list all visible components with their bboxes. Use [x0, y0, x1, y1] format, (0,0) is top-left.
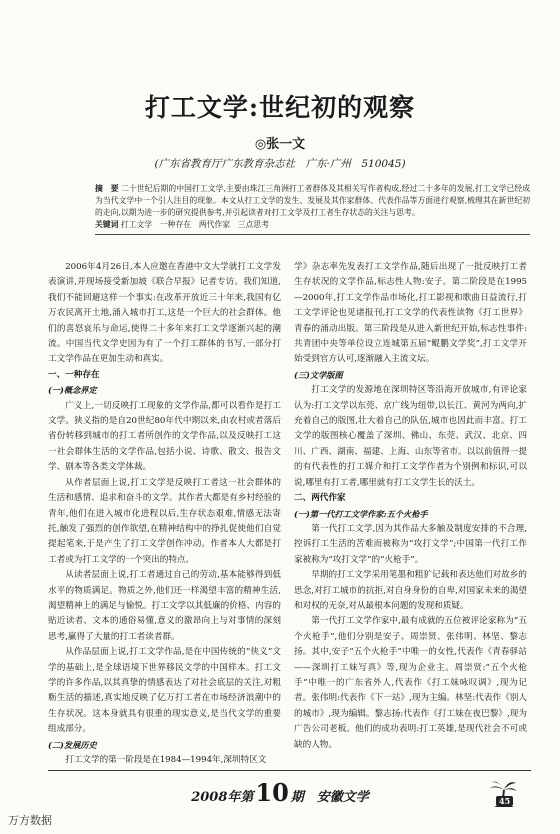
body-paragraph: 从作品层面上说,打工文学作品,是在中国传统的“侠义”文学的基础上,是全球语境下世界移民文学的中国样本。打工文学的许多作品,以其真挚的情感表达了对社会底层的关注,对粗粝生活的描述,真实地反映了亿万打工者在市场经济浪潮中的生存状况。这本身就具有很重的现实意义,是当代文学的重要组成部分。	[48, 647, 281, 735]
abstract-label: 摘 要	[95, 184, 119, 193]
body-paragraph: 学》杂志率先发表打工文学作品,随后出现了一批反映打工者生存状况的文学作品,标志性人物:安子。第二阶段是在1995—2000年,打工文学作品市场化,打工影视和歌曲日益流行,打工文学评论也见诸报刊,打工文学的代表性读物《打工世界》青春的涌动出版。第三阶段是从进入新世纪开始,标志性事件:共青团中央等单位设立连城第五届“鲲鹏文学奖”,打工文学开始受到官方认可,逐渐融入主流文坛。	[294, 262, 527, 365]
footer-issue-number: 10	[255, 778, 289, 807]
page-number-emblem	[486, 780, 520, 808]
keywords-label: 关键词	[95, 220, 119, 229]
body-paragraph: 从读者层面上说,打工者通过自己的劳动,基本能够得到低水平的物质满足。物质之外,他们还一样渴望丰富的精神生活,渴望精神上的满足与愉悦。打工文学以其低廉的价格、内容的贴近读者、文本的通俗易懂,意义的激昂向上与对事情的深刻思考,赢得了大量的打工者读者群。	[48, 570, 281, 642]
body-paragraph: 早期的打工文学采用笔墨和粗犷记载和表达他们对故乡的思念,对打工城市的抗拒,对自身身份的自卑,对国家未来的渴望和对权的无奈,对从最根本问题的发现和质疑。	[294, 570, 527, 611]
abstract-text: 二十世纪后期的中国打工文学,主要由珠江三角洲打工者群体及其相关写作者构成,经过二十多年的发展,打工文学已经成为当代文学中一个引人注目的现象。本文从打工文学的发生、发展及其作家群体、代表作品等方面进行观察,梳理其在新世纪初的走向,以期为进一步的研究提供参考,并引起读者对打工文学及打工者生存状态的关注与思考。	[95, 184, 531, 217]
article-title: 打工文学:世纪初的观察	[144, 93, 416, 122]
footer-year: 2008年第	[191, 790, 254, 805]
body-paragraph: 第一代打工文学,因为其作品大多触及制度安排的不合理,控诉打工生活的苦难而被称为“攻打文学”;中国第一代打工作家被称为“攻打文学”的“火枪手”。	[294, 523, 527, 565]
subsection-heading: (三)文学版图	[294, 369, 343, 380]
footer-rule	[48, 770, 531, 771]
abstract-block	[95, 183, 530, 235]
journal-footer	[0, 778, 560, 807]
body-paragraph: 打工文学的发源地在深圳特区等沿海开放城市,有评论家认为:打工文学以东莞、京广线为纽带,以长江、黄河为两向,扩充着自己的版图,壮大着自己的队伍,城市也因此而丰富。打工文学的版图核心覆盖了深圳、佛山、东莞、武汉、北京、四川、广西、湖南、福建、上海、山东等省市。以以前值得一提的有代表性的打工媒介和打工文学作者为个别例和标识,可以说,哪里有打工者,哪里就有打工文学生长的沃土。	[294, 385, 527, 488]
body-paragraph: 从作者层面上说,打工文学是反映打工者这一社会群体的生活和感情、追求和奋斗的文学。其作者大都是有乡村经验的青年,他们在进入城市化进程以后,生存状态艰难,情感无法寄托,触发了强烈的创作欲望,在精神结构中的挣扎促使他们自觉提起笔来,于是产生了打工文学创作冲动。作者本人大都是打工者或为打工文学的一个突出的特点。	[48, 477, 281, 565]
subsection-heading: (二)发展历史	[48, 739, 97, 750]
body-paragraph: 打工文学的第一阶段是在1984—1994年,深圳特区文	[65, 755, 267, 765]
body-paragraph: 2006年4月26日,本人应邀在香港中文大学就打工文学发表演讲,并现场接受新加坡《联合早报》记者专访。我们知道,我们不能回避这样一个事实:在改革开放近三十年来,我国有亿万农民离开土地,涌入城市打工,这是一个巨大的社会群体。他们的喜怒哀乐与命运,使得二十多年来打工文学逐渐兴起的潮流。中国当代文学史因为有了一个打工群体的书写,一部分打工文学作品在更加生动和真实。	[48, 262, 281, 365]
author-line: ◎张一文	[254, 137, 306, 152]
page-number: 45	[496, 796, 513, 806]
section-heading: 二、两代作家	[294, 493, 346, 504]
affiliation-line: (广东省教育厅广东教育杂志社 广东·广州 510045)	[154, 158, 406, 170]
keywords-text: 打工文学 一种存在 两代作家 三点思考	[120, 220, 270, 229]
body-paragraph: 广义上,一切反映打工现象的文学作品,都可以看作是打工文学。狭义指的是自20世纪80年代中期以来,由农村或者落后省份转移到城市的打工者所创作的文学作品,以及反映打工这一社会群体生活的文学作品,包括小说、诗歌、散文、报告文学、剧本等各类文学体裁。	[48, 400, 281, 473]
right-column	[294, 260, 527, 753]
abstract-paragraph	[95, 183, 530, 219]
source-watermark: 万方数据	[8, 814, 52, 827]
section-heading: 一、一种存在	[48, 369, 100, 380]
subsection-heading: (一)第一代打工文学作家:五个火枪手	[294, 508, 428, 519]
body-paragraph: 第一代打工文学作家中,最有成就的五位被评论家称为“五个火枪手”,他们分别是安子、周崇贤、张伟明、林坚、黎志扬。其中,安子“五个火枪手”中唯一的女性,代表作《青春驿站——深圳打工妹写真》等,现为企业主。周崇贤:“五个火枪手”中唯一的广东省外人,代表作《打工妹咏叹调》,现为记者。张伟明:代表作《下一站》,现为主编。林坚:代表作《别人的城市》,现为编辑。黎志扬:代表作《打工妹在夜巴黎》,现为广告公司老板。他们的成功表明:打工英雄,是现代社会不可或缺的人物。	[294, 616, 527, 750]
left-column	[48, 260, 281, 768]
keywords-line	[95, 219, 530, 231]
footer-journal-name: 期 安徽文学	[290, 790, 369, 805]
subsection-heading: (一)概念界定	[48, 385, 97, 396]
